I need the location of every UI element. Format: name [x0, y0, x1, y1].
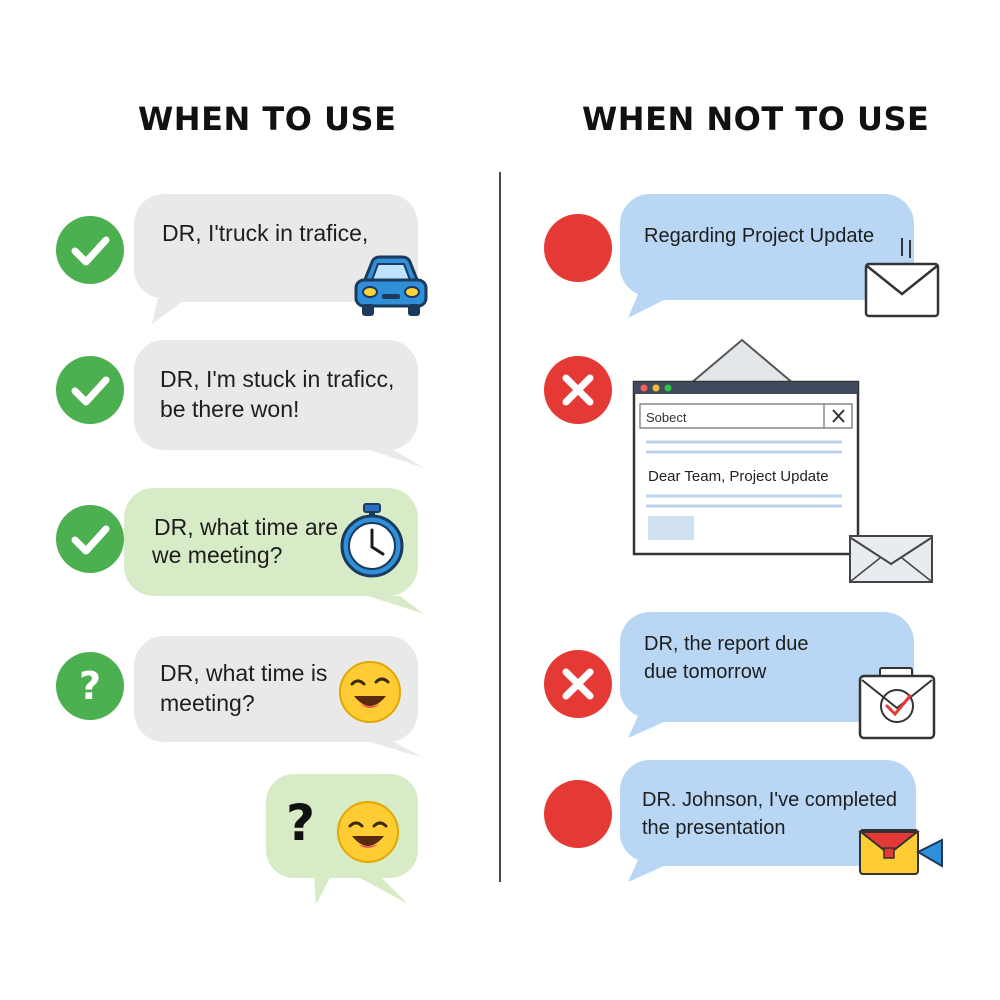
message-text: we meeting? — [152, 542, 283, 568]
envelope-icon — [864, 236, 942, 320]
message-text: be there won! — [160, 396, 300, 422]
winking-face-icon — [338, 660, 402, 724]
question-mark: ? — [286, 794, 316, 852]
message-text: the presentation — [642, 817, 786, 839]
car-icon — [352, 252, 430, 320]
message-text: DR, I'm stuck in traficc, — [160, 366, 395, 392]
message-text: DR, I'truck in trafice, — [162, 220, 369, 246]
email-body-text: Dear Team, Project Update — [648, 468, 829, 485]
x-icon — [544, 650, 612, 718]
message-text: meeting? — [160, 690, 255, 716]
x-icon — [544, 356, 612, 424]
svg-text:?: ? — [78, 664, 102, 708]
message-bubble — [134, 340, 418, 472]
red-dot-icon — [544, 214, 612, 282]
stopwatch-icon — [336, 502, 408, 578]
message-text: due tomorrow — [644, 661, 767, 683]
calendar-check-icon — [858, 666, 936, 740]
message-text: DR, the report due — [644, 633, 809, 655]
column-divider — [499, 172, 501, 882]
question-icon — [56, 652, 124, 720]
check-icon — [56, 505, 124, 573]
message-text: Regarding Project Update — [644, 225, 875, 247]
subject-field-label: Sobect — [646, 410, 687, 425]
message-text: DR, what time is — [160, 660, 328, 686]
red-dot-icon — [544, 780, 612, 848]
grinning-face-icon — [336, 800, 400, 864]
message-text: DR. Johnson, I've completed — [642, 789, 898, 811]
message-text: DR, what time are — [154, 514, 339, 540]
colored-envelope-icon — [858, 826, 944, 878]
heading-when-to-use: WHEN TO USE — [138, 100, 397, 138]
email-window-icon — [632, 338, 942, 588]
check-icon — [56, 216, 124, 284]
check-icon — [56, 356, 124, 424]
heading-when-not-to-use: WHEN NOT TO USE — [582, 100, 930, 138]
